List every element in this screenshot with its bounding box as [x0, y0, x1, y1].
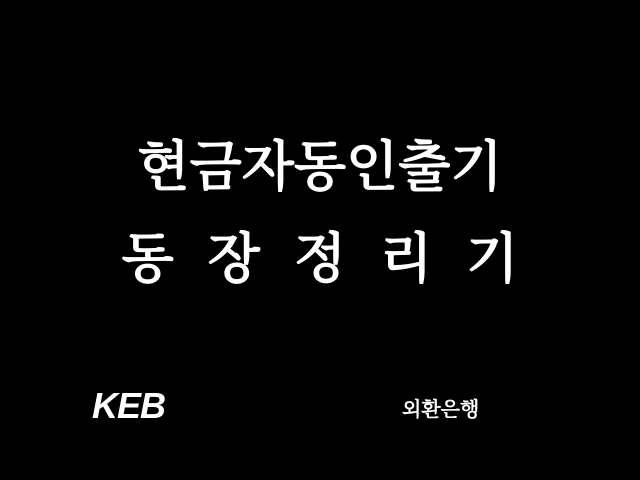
keb-logo: KEB — [92, 385, 166, 426]
title-line-1: 현금자동인출기 — [137, 135, 503, 198]
bank-name: 외환은행 — [402, 397, 480, 421]
title-line-2: 동장정리기 — [121, 227, 553, 290]
